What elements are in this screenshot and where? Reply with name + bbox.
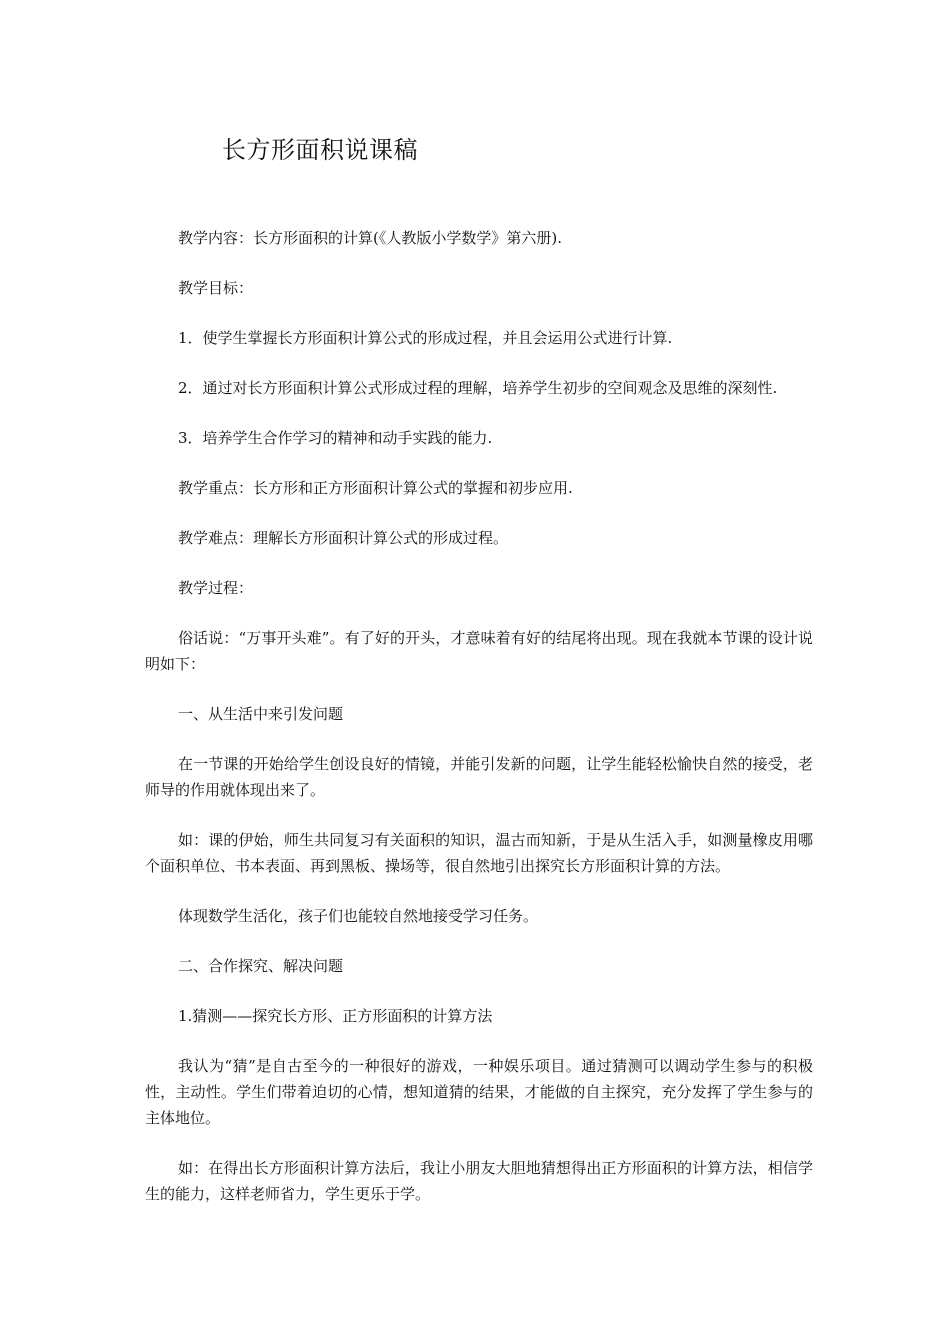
paragraph-guess-example: 如：在得出长方形面积计算方法后，我让小朋友大胆地猜想得出正方形面积的计算方法，相信学生的能力，这样老师省力，学生更乐于学。 <box>145 1159 813 1203</box>
paragraph-section-1-example: 如：课的伊始，师生共同复习有关面积的知识，温古而知新，于是从生活入手，如测量橡皮用哪个面积单位、书本表面、再到黑板、操场等，很自然地引出探究长方形面积计算的方法。 <box>145 831 813 875</box>
document-title: 长方形面积说课稿 <box>222 136 418 164</box>
paragraph-goal-1: 1．使学生掌握长方形面积计算公式的形成过程，并且会运用公式进行计算. <box>178 329 673 347</box>
paragraph-teaching-content: 教学内容：长方形面积的计算(《人教版小学数学》第六册). <box>178 229 562 247</box>
section-heading-1: 一、从生活中来引发问题 <box>178 705 344 723</box>
paragraph-difficult-point: 教学难点：理解长方形面积计算公式的形成过程。 <box>178 529 509 547</box>
paragraph-section-1-summary: 体现数学生活化，孩子们也能较自然地接受学习任务。 <box>178 907 539 925</box>
paragraph-key-point: 教学重点：长方形和正方形面积计算公式的掌握和初步应用. <box>178 479 573 497</box>
paragraph-goal-3: 3．培养学生合作学习的精神和动手实践的能力. <box>178 429 493 447</box>
paragraph-guess-text: 我认为“猜”是自古至今的一种很好的游戏，一种娱乐项目。通过猜测可以调动学生参与的积极性，主动性。学生们带着迫切的心情，想知道猜的结果，才能做的自主探究，充分发挥了学生参与的主体地位。 <box>145 1057 813 1127</box>
document-body <box>145 225 813 1231</box>
subsection-heading-guess: 1.猜测——探究长方形、正方形面积的计算方法 <box>178 1007 493 1025</box>
section-heading-2: 二、合作探究、解决问题 <box>178 957 344 975</box>
paragraph-introduction: 俗话说：“万事开头难”。有了好的开头，才意味着有好的结尾将出现。现在我就本节课的设计说明如下： <box>145 629 813 673</box>
paragraph-teaching-goals-heading: 教学目标： <box>178 279 254 297</box>
paragraph-section-1-text: 在一节课的开始给学生创设良好的情镜，并能引发新的问题，让学生能轻松愉快自然的接受，老师导的作用就体现出来了。 <box>145 755 813 799</box>
paragraph-goal-2: 2．通过对长方形面积计算公式形成过程的理解，培养学生初步的空间观念及思维的深刻性. <box>178 379 778 397</box>
paragraph-process-heading: 教学过程： <box>178 579 254 597</box>
